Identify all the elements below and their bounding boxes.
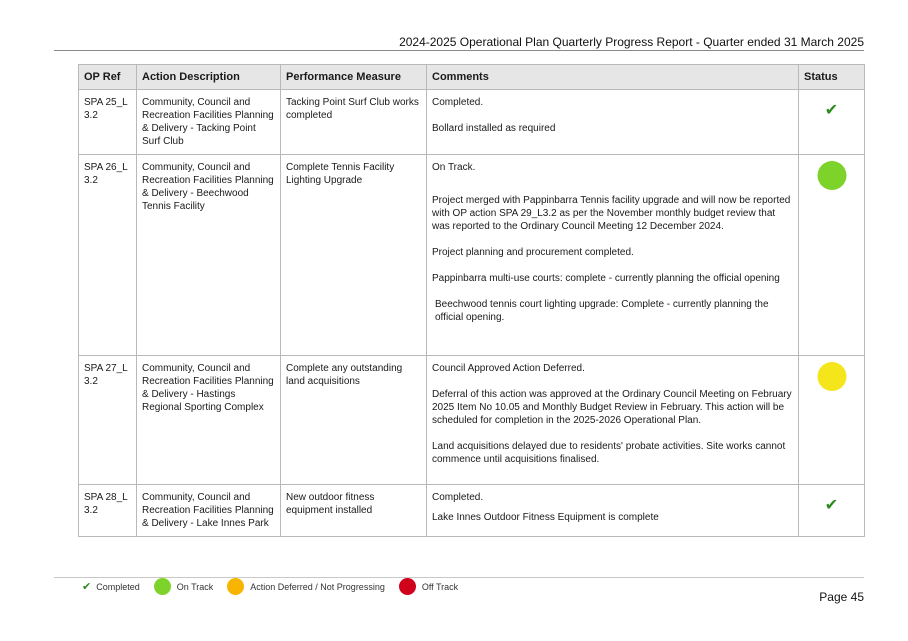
table-row: [79, 356, 865, 485]
legend-item-off-track: [399, 578, 458, 595]
header-divider: [54, 50, 864, 51]
op-ref-cell: SPA 26_L 3.2: [79, 155, 137, 356]
table-row: [79, 485, 865, 537]
green-dot-icon: [154, 578, 171, 595]
progress-table: [78, 64, 865, 537]
status-legend: [82, 578, 472, 595]
check-icon: ✔: [824, 497, 839, 514]
legend-item-completed: [82, 580, 140, 593]
table-row: [79, 155, 865, 356]
legend-label: Completed: [96, 581, 140, 592]
status-cell: [799, 155, 865, 356]
performance-measure-cell: Complete Tennis Facility Lighting Upgrade: [281, 155, 427, 356]
deferred-dot-icon: [817, 362, 846, 391]
on-track-dot-icon: [817, 161, 846, 190]
column-header-action-description: Action Description: [137, 65, 281, 90]
comments-cell: [427, 90, 799, 155]
action-description-cell: Community, Council and Recreation Facilities Planning & Delivery - Hastings Regional Sporting Complex: [137, 356, 281, 485]
comment-line: Lake Innes Outdoor Fitness Equipment is complete: [432, 512, 659, 523]
comment-line: Land acquisitions delayed due to residents' probate activities. Site works cannot commence until acquisitions finalised.: [432, 441, 786, 465]
legend-item-deferred: [227, 578, 385, 595]
column-header-performance-measure: Performance Measure: [281, 65, 427, 90]
op-ref-cell: SPA 28_L 3.2: [79, 485, 137, 537]
legend-label: Off Track: [421, 581, 459, 592]
check-icon: ✔: [824, 102, 839, 119]
comments-cell: [427, 485, 799, 537]
comments-cell: [427, 356, 799, 485]
performance-measure-cell: Tacking Point Surf Club works completed: [281, 90, 427, 155]
column-header-op-ref: OP Ref: [79, 65, 137, 90]
comment-line: Council Approved Action Deferred.: [432, 363, 585, 374]
amber-dot-icon: [227, 578, 244, 595]
check-icon: ✔: [82, 581, 92, 593]
comment-line: Pappinbarra multi-use courts: complete - currently planning the official opening: [432, 273, 780, 284]
comment-line: Project merged with Pappinbarra Tennis facility upgrade and will now be reported with OP action SPA 29_L3.2 as per the November monthly budget review that was reported to the Ordinary Council Meeting 12 December 2024.: [432, 195, 791, 232]
op-ref-cell: SPA 27_L 3.2: [79, 356, 137, 485]
red-dot-icon: [399, 578, 416, 595]
action-description-cell: Community, Council and Recreation Facilities Planning & Delivery - Beechwood Tennis Facility: [137, 155, 281, 356]
comment-line: Project planning and procurement completed.: [432, 247, 634, 258]
legend-label: Action Deferred / Not Progressing: [250, 581, 385, 592]
column-header-status: Status: [799, 65, 865, 90]
comment-line: Completed.: [432, 97, 484, 108]
status-cell: [799, 485, 865, 537]
action-description-cell: Community, Council and Recreation Facilities Planning & Delivery - Tacking Point Surf Club: [137, 90, 281, 155]
comment-line: Bollard installed as required: [432, 123, 556, 134]
action-description-cell: Community, Council and Recreation Facilities Planning & Delivery - Lake Innes Park: [137, 485, 281, 537]
legend-item-on-track: [154, 578, 214, 595]
column-header-comments: Comments: [427, 65, 799, 90]
performance-measure-cell: Complete any outstanding land acquisitions: [281, 356, 427, 485]
table-row: [79, 90, 865, 155]
comment-line: On Track.: [432, 162, 476, 173]
status-cell: [799, 356, 865, 485]
table-header-row: [79, 65, 865, 90]
comments-cell: [427, 155, 799, 356]
comment-line: Completed.: [432, 492, 484, 503]
report-title: 2024-2025 Operational Plan Quarterly Progress Report - Quarter ended 31 March 2025: [399, 35, 864, 49]
status-cell: [799, 90, 865, 155]
comment-line: Deferral of this action was approved at the Ordinary Council Meeting on February 2025 Item No 10.05 and Monthly Budget Review in February. This action will be scheduled for completion in the 2025-2026 Operational Plan.: [432, 389, 792, 426]
op-ref-cell: SPA 25_L 3.2: [79, 90, 137, 155]
page-number: Page 45: [819, 590, 864, 604]
legend-label: On Track: [176, 581, 214, 592]
comment-line: Beechwood tennis court lighting upgrade: Complete - currently planning the official opening.: [435, 299, 769, 323]
performance-measure-cell: New outdoor fitness equipment installed: [281, 485, 427, 537]
